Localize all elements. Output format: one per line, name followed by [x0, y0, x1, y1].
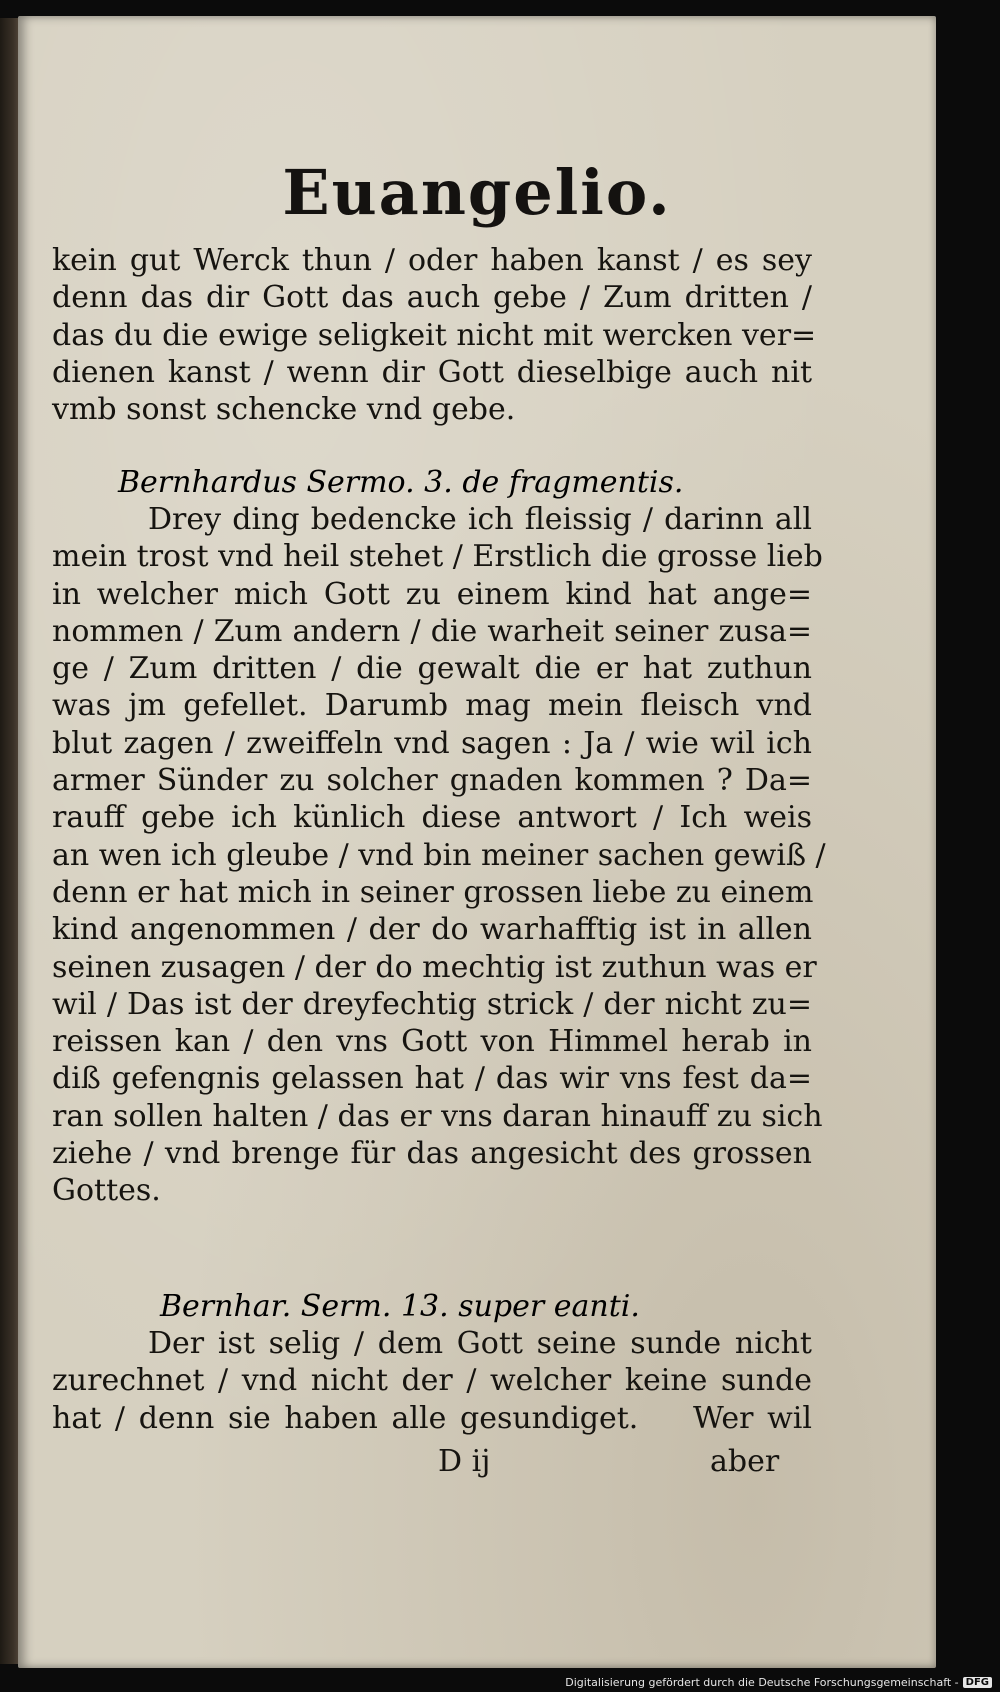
book-page	[18, 16, 936, 1668]
text-line: kind angenommen / der do warhafftig ist in allen	[52, 912, 812, 948]
text-line: Gottes.	[52, 1173, 161, 1209]
text-line: reissen kan / den vns Gott von Himmel herab in	[52, 1024, 812, 1060]
text-line: denn das dir Gott das auch gebe / Zum dritten /	[52, 280, 812, 316]
paragraph-2	[52, 501, 826, 1210]
paragraph-1	[52, 242, 817, 428]
text-line: armer Sünder zu solcher gnaden kommen ? Da=	[52, 763, 812, 799]
paragraph-3	[52, 1325, 812, 1437]
text-line: rauff gebe ich künlich diese antwort / Ich weis	[52, 800, 812, 836]
text-line: Der ist selig / dem Gott seine sunde nicht	[148, 1326, 812, 1361]
text-line: ziehe / vnd brenge für das angesicht des grossen	[52, 1136, 812, 1172]
text-line: ge / Zum dritten / die gewalt die er hat zuthun	[52, 651, 812, 687]
text-line: in welcher mich Gott zu einem kind hat ange=	[52, 576, 812, 612]
text-line: mein trost vnd heil stehet / Erstlich die grosse lieb	[52, 539, 823, 575]
text-line: wil / Das ist der dreyfechtig strick / der nicht zu=	[52, 986, 812, 1022]
catchword: aber	[710, 1444, 780, 1479]
text-line: kein gut Werck thun / oder haben kanst / es sey	[52, 243, 812, 278]
text-line: dienen kanst / wenn dir Gott dieselbige auch nit	[52, 354, 812, 390]
text-line: seinen zusagen / der do mechtig ist zuthun was er	[52, 949, 817, 985]
dfg-logo-icon: DFG	[963, 1677, 992, 1688]
text-line: was jm gefellet. Darumb mag mein fleisch vnd	[52, 688, 812, 724]
running-head: Euangelio.	[282, 156, 672, 229]
signature-mark: D ij	[438, 1444, 491, 1479]
text-line: zurechnet / vnd nicht der / welcher keine sunde	[52, 1363, 812, 1399]
footer-credit-text: Digitalisierung gefördert durch die Deutsche Forschungsgemeinschaft -	[565, 1676, 959, 1689]
text-line: diß gefengnis gelassen hat / das wir vns fest da=	[52, 1061, 812, 1097]
text-line: an wen ich gleube / vnd bin meiner sachen gewiß /	[52, 837, 826, 873]
text-line: Drey ding bedencke ich fleissig / darinn all	[148, 502, 812, 537]
text-line: hat / denn sie haben alle gesundiget. Wer wil	[52, 1400, 812, 1436]
text-line: das du die ewige seligkeit nicht mit wercken ver=	[52, 317, 817, 353]
section-heading-bernhar: Bernhar. Serm. 13. super eanti.	[160, 1289, 640, 1324]
section-heading-bernhardus: Bernhardus Sermo. 3. de fragmentis.	[118, 465, 684, 500]
text-line: vmb sonst schencke vnd gebe.	[52, 392, 516, 428]
text-line: denn er hat mich in seiner grossen liebe zu einem	[52, 874, 814, 910]
text-line: nommen / Zum andern / die warheit seiner zusa=	[52, 613, 812, 649]
digitization-footer	[565, 1676, 992, 1689]
text-line: ran sollen halten / das er vns daran hinauff zu sich	[52, 1098, 823, 1134]
text-line: blut zagen / zweiffeln vnd sagen : Ja / wie wil ich	[52, 725, 812, 761]
